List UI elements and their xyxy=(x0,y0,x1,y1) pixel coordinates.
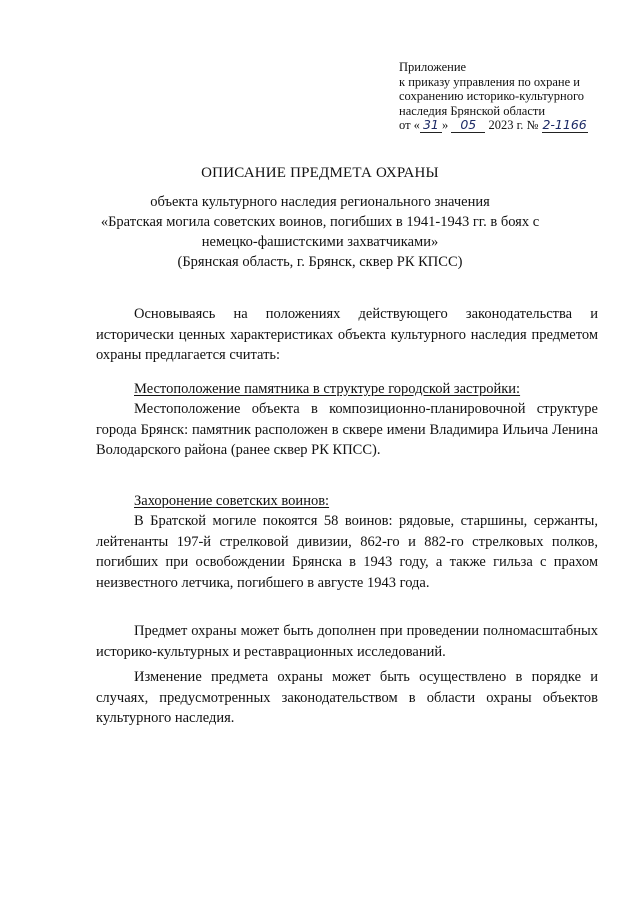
section-1-heading: Местоположение памятника в структуре городской застройки: xyxy=(134,380,521,397)
order-date-line xyxy=(399,118,629,133)
appendix-line-4: наследия Брянской области xyxy=(399,103,546,118)
closing-paragraph-2: Изменение предмета охраны может быть осуществлено в порядке и случаях, предусмотренных законодательством в области охраны объектов культурного наследия. xyxy=(96,669,598,726)
section-2-text: В Братской могиле покоятся 58 воинов: рядовые, старшины, сержанты, лейтенанты 197-й стрелковой дивизии, 862-го и 882-го стрелковых полков, погибших при освобождении Брянска в 1943 году, а также гильза с прахом неизвестного летчика, погибшего в августе 1943 года. xyxy=(96,513,598,591)
subtitle-line-2: «Братская могила советских воинов, погибших в 1941-1943 гг. в боях с xyxy=(100,214,540,230)
order-month-handwritten: 05 xyxy=(460,117,477,132)
order-quote-close: » xyxy=(441,118,449,132)
appendix-line-2: к приказу управления по охране и xyxy=(399,74,580,89)
intro-paragraph: Основываясь на положениях действующего законодательства и исторически ценных характеристиках объекта культурного наследия предметом охраны предлагается считать: xyxy=(96,306,598,363)
order-day-handwritten: 31 xyxy=(422,117,439,132)
document-title: ОПИСАНИЕ ПРЕДМЕТА ОХРАНЫ xyxy=(201,165,439,181)
order-year-label: 2023 г. № xyxy=(488,118,539,132)
document-subtitle xyxy=(70,192,570,272)
order-from-label: от « xyxy=(399,118,420,132)
subtitle-line-4: (Брянская область, г. Брянск, сквер РК КПСС) xyxy=(177,254,463,270)
appendix-line-1: Приложение xyxy=(399,60,467,74)
closing-paragraph-1: Предмет охраны может быть дополнен при проведении полномасштабных историко-культурных и реставрационных исследований. xyxy=(96,623,598,660)
document-body xyxy=(96,304,598,729)
order-number-handwritten: 2-1166 xyxy=(542,117,587,132)
subtitle-line-3: немецко-фашистскими захватчиками» xyxy=(201,234,439,250)
appendix-block xyxy=(399,60,629,133)
section-2-heading: Захоронение советских воинов: xyxy=(134,492,330,509)
subtitle-line-1: объекта культурного наследия регионального значения xyxy=(150,194,490,210)
section-1-text: Местоположение объекта в композиционно-планировочной структуре города Брянск: памятник расположен в сквере имени Владимира Ильича Ленина Володарского района (ранее сквер РК КПСС). xyxy=(96,401,598,458)
appendix-line-3: сохранению историко-культурного xyxy=(399,89,585,103)
